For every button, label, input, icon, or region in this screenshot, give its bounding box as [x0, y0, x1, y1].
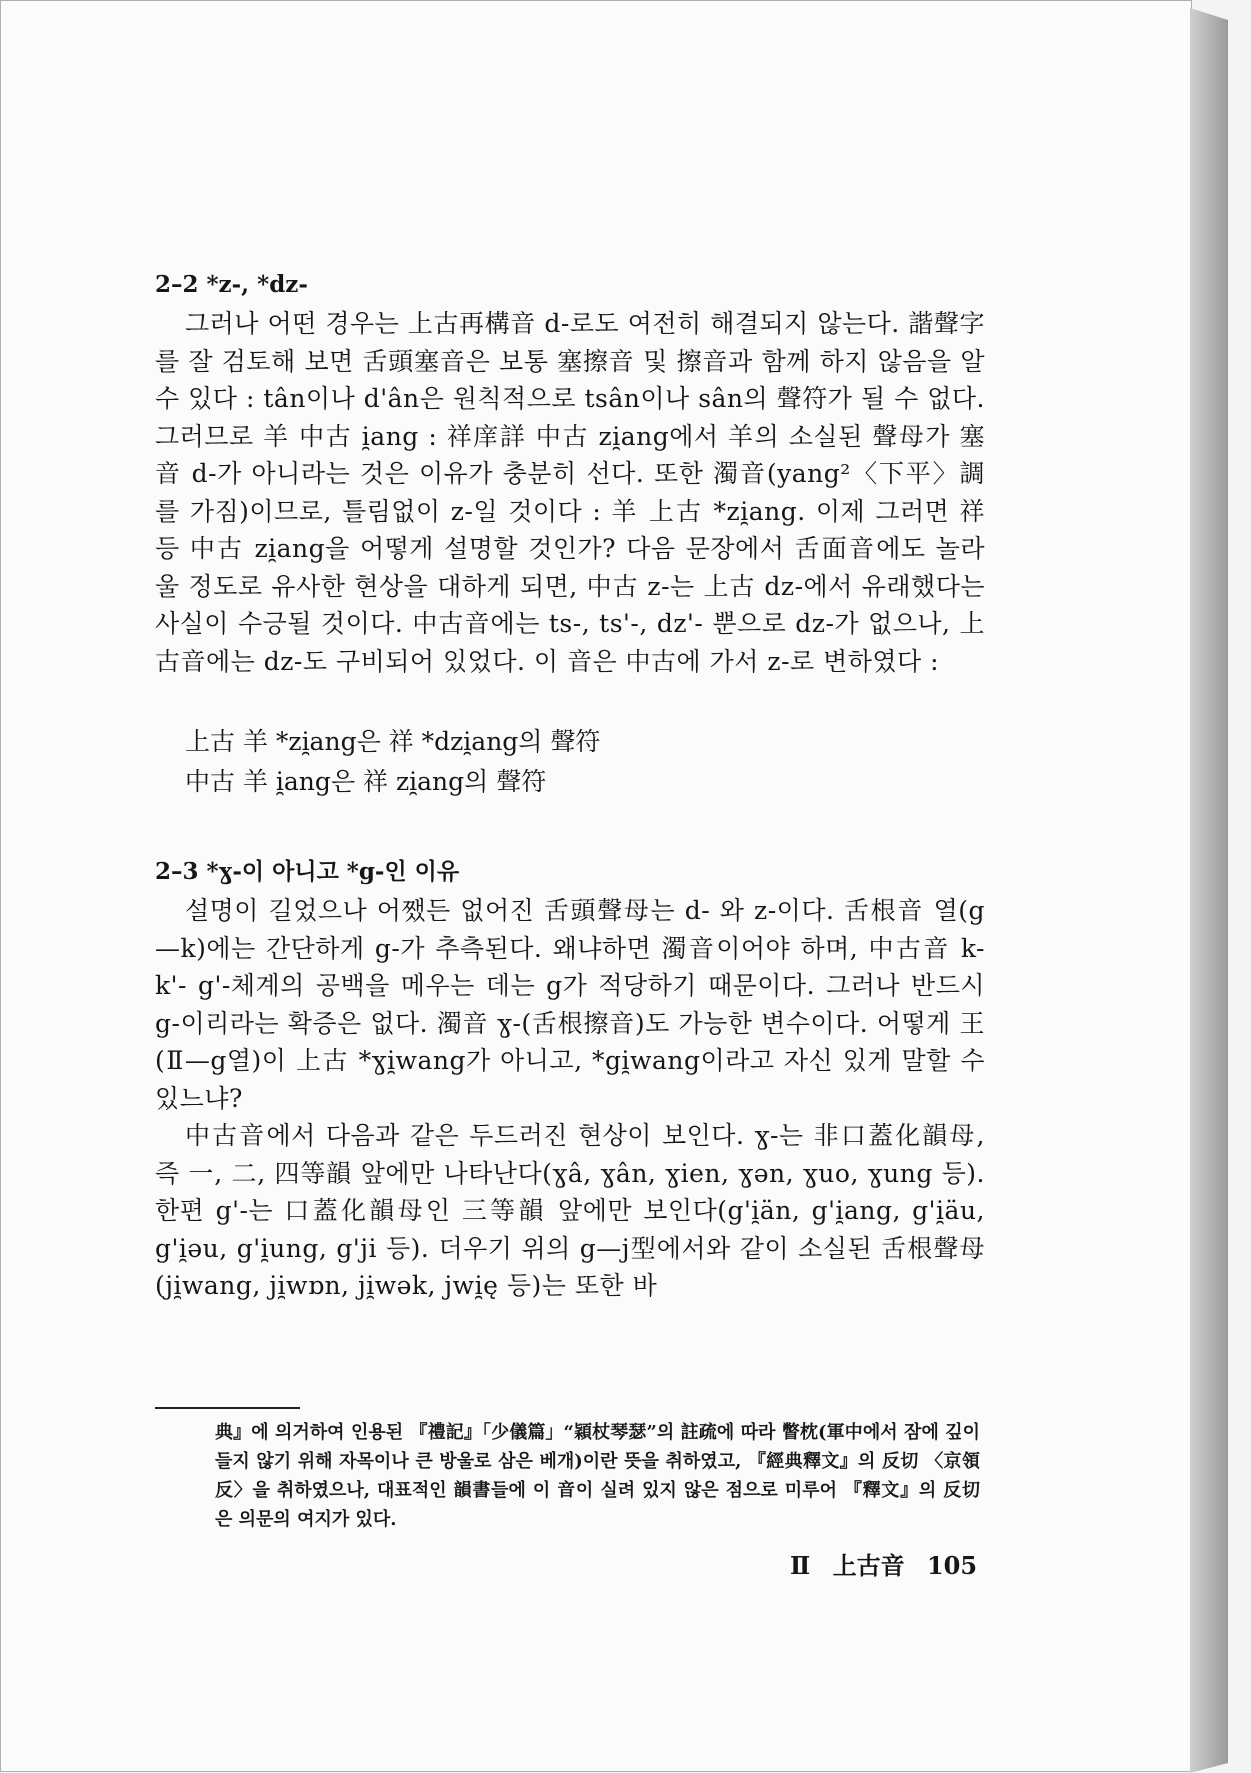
section-heading-2-3: 2–3 *ɣ-이 아니고 *g-인 이유: [155, 858, 460, 885]
page-edge-shadow: [1190, 8, 1228, 1773]
section-2-3-paragraph-1: 설명이 길었으나 어쨌든 없어진 舌頭聲母는 d- 와 z-이다. 舌根音 열(g—k)에는 간단하게 g-가 추측된다. 왜냐하면 濁音이어야 하며, 中古音 k- k'- g'-체계의 공백을 메우는 데는 g가 적당하기 때문이다. 그러나 반드시 g-이리라는 확증은 없다. 濁音 ɣ-(舌根擦音)도 가능한 변수이다. 어떻게 王(Ⅱ—g열)이 上古 *ɣi̯wang가 아니고, *gi̯wang이라고 자신 있게 말할 수 있느냐?: [155, 896, 985, 1113]
footnote-divider: [155, 1407, 300, 1409]
chapter-title: 上古音: [832, 1551, 905, 1580]
example-line-middle-ancient: 中古 羊 i̯ang은 祥 zi̯ang의 聲符: [185, 767, 547, 796]
example-block: [185, 722, 985, 802]
section-2-2-paragraph: 그러나 어떤 경우는 上古再構音 d-로도 여전히 해결되지 않는다. 諧聲字를 잘 검토해 보면 舌頭塞音은 보통 塞擦音 및 擦音과 함께 하지 않음을 알 수 있다 : tân이나 d'ân은 원칙적으로 tsân이나 sân의 聲符가 될 수 없다. 그러므로 羊 中古 i̯ang : 祥庠詳 中古 zi̯ang에서 羊의 소실된 聲母가 塞音 d-가 아니라는 것은 이유가 충분히 선다. 또한 濁音(yang²〈下平〉調를 가짐)이므로, 틀림없이 z-일 것이다 : 羊 上古 *zi̯ang. 이제 그러면 祥 등 中古 zi̯ang을 어떻게 설명할 것인가? 다음 문장에서 舌面音에도 놀라울 정도로 유사한 현상을 대하게 되면, 中古 z-는 上古 dz-에서 유래했다는 사실이 수긍될 것이다. 中古音에는 ts-, ts'-, dz'- 뿐으로 dz-가 없으나, 上古音에는 dz-도 구비되어 있었다. 이 音은 中古에 가서 z-로 변하였다 :: [155, 309, 985, 676]
section-heading-2-2: 2–2 *z-, *dz-: [155, 271, 308, 298]
section-2-3-paragraph-2: 中古音에서 다음과 같은 두드러진 현상이 보인다. ɣ-는 非口蓋化韻母, 즉 一, 二, 四等韻 앞에만 나타난다(ɣâ, ɣân, ɣien, ɣən, ɣuo, ɣung 등). 한편 g'-는 口蓋化韻母인 三等韻 앞에만 보인다(g'i̯än, g'i̯ang, g'i̯äu, g'i̯əu, g'i̯ung, g'ji 등). 더우기 위의 g—j型에서와 같이 소실된 舌根聲母(ji̯wang, ji̯wɒn, ji̯wək, jwi̯ę 등)는 또한 바: [155, 1121, 985, 1300]
part-number: Ⅱ: [790, 1551, 811, 1580]
footnote-text: 典』에 의거하여 인용된 『禮記』「少儀篇」“穎杖琴瑟”의 註疏에 따라 瞥枕(軍中에서 잠에 깊이 들지 않기 위해 자목이나 큰 방울로 삼은 베개)이란 뜻을 취하였고, 『經典釋文』의 反切 〈京領反〉을 취하였으나, 대표적인 韻書들에 이 音이 실려 있지 않은 점으로 미루어 『釋文』의 反切은 의문의 여지가 있다.: [215, 1422, 980, 1530]
page-content: [155, 265, 985, 1305]
example-line-upper-ancient: 上古 羊 *zi̯ang은 祥 *dzi̯ang의 聲符: [185, 727, 601, 756]
page-number: 105: [926, 1551, 978, 1580]
running-footer: [790, 1546, 991, 1581]
